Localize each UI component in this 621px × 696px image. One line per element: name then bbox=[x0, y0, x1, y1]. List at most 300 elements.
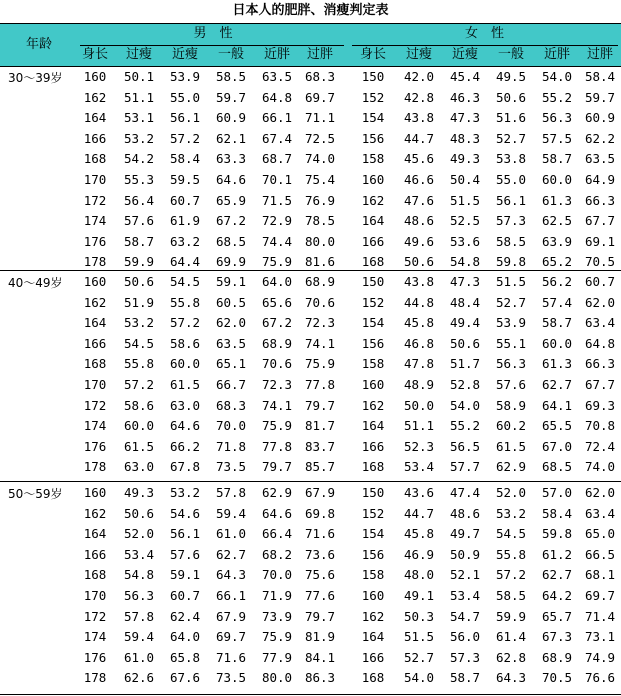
male-cell: 68.7 bbox=[261, 151, 293, 167]
male-cell: 61.5 bbox=[169, 377, 201, 392]
female-cell: 59.9 bbox=[495, 608, 527, 624]
male-cell: 72.3 bbox=[261, 377, 293, 392]
male-cell: 160 bbox=[83, 274, 107, 289]
female-cell: 58.5 bbox=[495, 588, 527, 603]
female-cell: 45.4 bbox=[449, 69, 481, 84]
female-cell: 162 bbox=[361, 192, 385, 208]
male-cell: 63.5 bbox=[261, 69, 293, 84]
female-col-header: 一般 bbox=[497, 47, 524, 62]
male-cell: 60.7 bbox=[169, 588, 201, 603]
table-header bbox=[0, 24, 621, 66]
female-cell: 70.8 bbox=[584, 418, 616, 434]
female-cell: 58.7 bbox=[541, 151, 573, 167]
female-cell: 52.1 bbox=[449, 567, 481, 583]
female-cell: 53.9 bbox=[495, 315, 527, 331]
male-cell: 62.6 bbox=[123, 670, 155, 686]
male-cell: 162 bbox=[83, 294, 107, 310]
female-cell: 64.1 bbox=[541, 397, 573, 413]
male-cell: 75.4 bbox=[304, 172, 336, 187]
female-cell: 57.3 bbox=[449, 649, 481, 665]
female-cell: 44.7 bbox=[403, 505, 435, 521]
male-cell: 51.1 bbox=[123, 89, 155, 105]
male-cell: 73.5 bbox=[215, 670, 247, 686]
female-cell: 61.3 bbox=[541, 192, 573, 208]
female-cell: 49.6 bbox=[403, 233, 435, 249]
male-cell: 61.0 bbox=[215, 526, 247, 542]
male-cell: 69.8 bbox=[304, 505, 336, 521]
table-row bbox=[0, 565, 621, 586]
female-cell: 47.3 bbox=[449, 274, 481, 289]
male-cell: 53.2 bbox=[123, 130, 155, 146]
female-cell: 67.7 bbox=[584, 213, 616, 229]
female-group-header: 女 性 bbox=[464, 26, 504, 41]
female-cell: 62.7 bbox=[541, 377, 573, 392]
table-row bbox=[0, 607, 621, 628]
male-cell: 57.8 bbox=[123, 608, 155, 624]
male-cell: 66.7 bbox=[215, 377, 247, 392]
male-cell: 176 bbox=[83, 233, 107, 249]
male-cell: 162 bbox=[83, 505, 107, 521]
female-cell: 62.2 bbox=[584, 130, 616, 146]
female-cell: 56.2 bbox=[541, 274, 573, 289]
female-cell: 65.0 bbox=[584, 526, 616, 542]
male-cell: 67.2 bbox=[261, 315, 293, 331]
female-cell: 67.7 bbox=[584, 377, 616, 392]
female-cell: 45.8 bbox=[403, 526, 435, 542]
male-cell: 80.0 bbox=[304, 233, 336, 249]
female-cell: 54.0 bbox=[541, 69, 573, 84]
male-cell: 72.5 bbox=[304, 130, 336, 146]
female-cell: 74.9 bbox=[584, 649, 616, 665]
female-cell: 49.5 bbox=[495, 69, 527, 84]
male-cell: 176 bbox=[83, 649, 107, 665]
male-cell: 60.5 bbox=[215, 294, 247, 310]
female-cell: 160 bbox=[361, 172, 385, 187]
male-cell: 57.2 bbox=[169, 315, 201, 331]
female-cell: 152 bbox=[361, 505, 385, 521]
female-cell: 52.7 bbox=[495, 130, 527, 146]
male-cell: 176 bbox=[83, 438, 107, 454]
female-cell: 168 bbox=[361, 459, 385, 475]
female-cell: 76.6 bbox=[584, 670, 616, 686]
male-cell: 58.7 bbox=[123, 233, 155, 249]
male-cell: 67.2 bbox=[215, 213, 247, 229]
table-row bbox=[0, 313, 621, 334]
male-cell: 58.6 bbox=[123, 397, 155, 413]
table-row bbox=[0, 416, 621, 437]
male-cell: 73.6 bbox=[304, 546, 336, 562]
male-cell: 59.9 bbox=[123, 254, 155, 270]
female-cell: 65.5 bbox=[541, 418, 573, 434]
female-cell: 63.4 bbox=[584, 315, 616, 331]
male-cell: 64.6 bbox=[261, 505, 293, 521]
male-cell: 55.3 bbox=[123, 172, 155, 187]
female-cell: 50.3 bbox=[403, 608, 435, 624]
male-cell: 174 bbox=[83, 213, 107, 229]
female-cell: 69.3 bbox=[584, 397, 616, 413]
male-cell: 57.2 bbox=[169, 130, 201, 146]
male-cell: 73.5 bbox=[215, 459, 247, 475]
table-row bbox=[0, 67, 621, 88]
table-row bbox=[0, 334, 621, 355]
female-cell: 50.6 bbox=[449, 335, 481, 351]
female-cell: 55.2 bbox=[541, 89, 573, 105]
table-row bbox=[0, 170, 621, 191]
female-cell: 150 bbox=[361, 274, 385, 289]
female-cell: 63.9 bbox=[541, 233, 573, 249]
table-row bbox=[0, 524, 621, 545]
male-cell: 81.6 bbox=[304, 254, 336, 270]
male-cell: 63.3 bbox=[215, 151, 247, 167]
male-cell: 168 bbox=[83, 151, 107, 167]
female-cell: 49.1 bbox=[403, 588, 435, 603]
female-cell: 46.8 bbox=[403, 335, 435, 351]
male-cell: 79.7 bbox=[304, 608, 336, 624]
female-cell: 55.2 bbox=[449, 418, 481, 434]
female-cell: 164 bbox=[361, 629, 385, 645]
male-cell: 74.1 bbox=[304, 335, 336, 351]
male-cell: 53.9 bbox=[169, 69, 201, 84]
female-cell: 50.6 bbox=[495, 89, 527, 105]
female-cell: 66.3 bbox=[584, 192, 616, 208]
male-cell: 64.6 bbox=[215, 172, 247, 187]
male-col-header: 过胖 bbox=[306, 47, 333, 62]
male-cell: 170 bbox=[83, 172, 107, 187]
female-cell: 72.4 bbox=[584, 438, 616, 454]
female-cell: 50.4 bbox=[449, 172, 481, 187]
male-cell: 168 bbox=[83, 567, 107, 583]
female-col-header: 过胖 bbox=[586, 47, 613, 62]
male-cell: 55.0 bbox=[169, 89, 201, 105]
table-row bbox=[0, 88, 621, 109]
female-cell: 51.5 bbox=[495, 274, 527, 289]
age-group-label: 40～49岁 bbox=[8, 276, 63, 290]
group-divider bbox=[0, 481, 621, 482]
female-cell: 57.2 bbox=[495, 567, 527, 583]
male-cell: 166 bbox=[83, 130, 107, 146]
male-cell: 67.8 bbox=[169, 459, 201, 475]
male-col-header: 近胖 bbox=[263, 47, 290, 62]
male-cell: 50.6 bbox=[123, 274, 155, 289]
female-cell: 66.5 bbox=[584, 546, 616, 562]
female-cell: 61.4 bbox=[495, 629, 527, 645]
male-cell: 66.1 bbox=[215, 588, 247, 603]
male-cell: 56.1 bbox=[169, 110, 201, 126]
female-cell: 54.0 bbox=[403, 670, 435, 686]
male-cell: 50.6 bbox=[123, 505, 155, 521]
male-cell: 166 bbox=[83, 335, 107, 351]
table-row bbox=[0, 627, 621, 648]
male-cell: 77.9 bbox=[261, 649, 293, 665]
female-cell: 160 bbox=[361, 377, 385, 392]
female-cell: 66.3 bbox=[584, 356, 616, 372]
female-cell: 54.8 bbox=[449, 254, 481, 270]
female-cell: 52.0 bbox=[495, 485, 527, 500]
female-cell: 62.9 bbox=[495, 459, 527, 475]
male-cell: 62.4 bbox=[169, 608, 201, 624]
female-cell: 44.7 bbox=[403, 130, 435, 146]
female-cell: 52.7 bbox=[403, 649, 435, 665]
male-cell: 168 bbox=[83, 356, 107, 372]
male-cell: 53.2 bbox=[123, 315, 155, 331]
female-cell: 50.9 bbox=[449, 546, 481, 562]
male-cell: 68.2 bbox=[261, 546, 293, 562]
table-row bbox=[0, 293, 621, 314]
female-cell: 55.8 bbox=[495, 546, 527, 562]
group-divider bbox=[0, 270, 621, 271]
female-cell: 56.3 bbox=[495, 356, 527, 372]
male-cell: 70.6 bbox=[261, 356, 293, 372]
male-cell: 58.4 bbox=[169, 151, 201, 167]
male-cell: 170 bbox=[83, 377, 107, 392]
male-cell: 160 bbox=[83, 485, 107, 500]
table-row bbox=[0, 396, 621, 417]
table-row bbox=[0, 149, 621, 170]
male-cell: 60.0 bbox=[123, 418, 155, 434]
female-cell: 50.6 bbox=[403, 254, 435, 270]
male-cell: 72.9 bbox=[261, 213, 293, 229]
female-cell: 62.0 bbox=[584, 485, 616, 500]
male-col-header: 身长 bbox=[81, 47, 108, 62]
male-cell: 59.5 bbox=[169, 172, 201, 187]
male-cell: 83.7 bbox=[304, 438, 336, 454]
male-cell: 64.8 bbox=[261, 89, 293, 105]
female-cell: 158 bbox=[361, 151, 385, 167]
male-cell: 85.7 bbox=[304, 459, 336, 475]
table-row bbox=[0, 437, 621, 458]
bottom-rule bbox=[0, 694, 621, 695]
female-cell: 63.5 bbox=[584, 151, 616, 167]
male-cell: 74.0 bbox=[304, 151, 336, 167]
female-cell: 48.0 bbox=[403, 567, 435, 583]
female-cell: 73.1 bbox=[584, 629, 616, 645]
female-cell: 53.4 bbox=[403, 459, 435, 475]
male-cell: 70.6 bbox=[304, 294, 336, 310]
female-cell: 47.8 bbox=[403, 356, 435, 372]
female-cell: 59.8 bbox=[495, 254, 527, 270]
male-cell: 75.9 bbox=[261, 418, 293, 434]
female-cell: 57.3 bbox=[495, 213, 527, 229]
male-cell: 66.2 bbox=[169, 438, 201, 454]
female-cell: 68.5 bbox=[541, 459, 573, 475]
female-cell: 64.8 bbox=[584, 335, 616, 351]
male-cell: 57.6 bbox=[169, 546, 201, 562]
male-cell: 61.5 bbox=[123, 438, 155, 454]
female-cell: 52.7 bbox=[495, 294, 527, 310]
male-cell: 64.0 bbox=[261, 274, 293, 289]
male-cell: 64.0 bbox=[169, 629, 201, 645]
female-cell: 56.1 bbox=[495, 192, 527, 208]
female-cell: 154 bbox=[361, 315, 385, 331]
table-row bbox=[0, 586, 621, 607]
male-cell: 56.3 bbox=[123, 588, 155, 603]
female-cell: 53.6 bbox=[449, 233, 481, 249]
table-row bbox=[0, 648, 621, 669]
male-cell: 66.1 bbox=[261, 110, 293, 126]
female-cell: 42.8 bbox=[403, 89, 435, 105]
male-cell: 170 bbox=[83, 588, 107, 603]
male-cell: 75.6 bbox=[304, 567, 336, 583]
male-cell: 172 bbox=[83, 608, 107, 624]
female-cell: 160 bbox=[361, 588, 385, 603]
female-cell: 60.0 bbox=[541, 172, 573, 187]
male-cell: 160 bbox=[83, 69, 107, 84]
male-cell: 81.9 bbox=[304, 629, 336, 645]
female-cell: 51.1 bbox=[403, 418, 435, 434]
male-cell: 74.4 bbox=[261, 233, 293, 249]
male-cell: 64.4 bbox=[169, 254, 201, 270]
male-cell: 70.0 bbox=[215, 418, 247, 434]
male-group-header: 男 性 bbox=[193, 26, 233, 41]
male-cell: 71.5 bbox=[261, 192, 293, 208]
male-cell: 62.9 bbox=[261, 485, 293, 500]
male-cell: 164 bbox=[83, 315, 107, 331]
female-cell: 156 bbox=[361, 130, 385, 146]
table-row bbox=[0, 232, 621, 253]
male-cell: 59.4 bbox=[123, 629, 155, 645]
female-cell: 51.6 bbox=[495, 110, 527, 126]
male-cell: 164 bbox=[83, 110, 107, 126]
male-cell: 67.9 bbox=[215, 608, 247, 624]
male-cell: 64.6 bbox=[169, 418, 201, 434]
female-cell: 58.7 bbox=[541, 315, 573, 331]
female-cell: 54.7 bbox=[449, 608, 481, 624]
female-cell: 52.8 bbox=[449, 377, 481, 392]
female-cell: 58.9 bbox=[495, 397, 527, 413]
age-group-block bbox=[0, 272, 621, 478]
male-cell: 79.7 bbox=[304, 397, 336, 413]
female-cell: 158 bbox=[361, 567, 385, 583]
female-cell: 60.2 bbox=[495, 418, 527, 434]
table-row bbox=[0, 668, 621, 689]
female-col-header: 近胖 bbox=[543, 47, 570, 62]
male-cell: 74.1 bbox=[261, 397, 293, 413]
female-cell: 67.0 bbox=[541, 438, 573, 454]
female-cell: 53.8 bbox=[495, 151, 527, 167]
female-cell: 63.4 bbox=[584, 505, 616, 521]
female-cell: 69.1 bbox=[584, 233, 616, 249]
female-cell: 64.3 bbox=[495, 670, 527, 686]
male-cell: 59.1 bbox=[215, 274, 247, 289]
female-col-header: 过瘦 bbox=[405, 47, 432, 62]
male-cell: 50.1 bbox=[123, 69, 155, 84]
female-cell: 58.5 bbox=[495, 233, 527, 249]
female-cell: 57.7 bbox=[449, 459, 481, 475]
female-cell: 70.5 bbox=[584, 254, 616, 270]
male-col-header: 近瘦 bbox=[171, 47, 198, 62]
female-cell: 164 bbox=[361, 418, 385, 434]
male-cell: 51.9 bbox=[123, 294, 155, 310]
age-group-block bbox=[0, 67, 621, 273]
male-cell: 79.7 bbox=[261, 459, 293, 475]
female-cell: 57.5 bbox=[541, 130, 573, 146]
male-cell: 162 bbox=[83, 89, 107, 105]
female-cell: 156 bbox=[361, 335, 385, 351]
table-row bbox=[0, 191, 621, 212]
female-cell: 70.5 bbox=[541, 670, 573, 686]
male-cell: 73.9 bbox=[261, 608, 293, 624]
age-column-header: 年龄 bbox=[25, 37, 52, 52]
male-col-header: 一般 bbox=[217, 47, 244, 62]
male-cell: 57.6 bbox=[123, 213, 155, 229]
male-cell: 58.6 bbox=[169, 335, 201, 351]
male-cell: 68.9 bbox=[261, 335, 293, 351]
male-cell: 178 bbox=[83, 254, 107, 270]
female-cell: 51.5 bbox=[449, 192, 481, 208]
female-cell: 62.5 bbox=[541, 213, 573, 229]
male-cell: 65.8 bbox=[169, 649, 201, 665]
female-cell: 47.4 bbox=[449, 485, 481, 500]
female-cell: 162 bbox=[361, 608, 385, 624]
female-cell: 49.3 bbox=[449, 151, 481, 167]
male-cell: 54.5 bbox=[169, 274, 201, 289]
female-cell: 166 bbox=[361, 233, 385, 249]
female-cell: 68.1 bbox=[584, 567, 616, 583]
male-cell: 54.2 bbox=[123, 151, 155, 167]
male-col-header: 过瘦 bbox=[125, 47, 152, 62]
male-cell: 54.6 bbox=[169, 505, 201, 521]
female-cell: 47.6 bbox=[403, 192, 435, 208]
table-row bbox=[0, 483, 621, 504]
table-row bbox=[0, 545, 621, 566]
female-cell: 150 bbox=[361, 69, 385, 84]
male-cell: 49.3 bbox=[123, 485, 155, 500]
female-cell: 49.4 bbox=[449, 315, 481, 331]
female-cell: 61.5 bbox=[495, 438, 527, 454]
female-cell: 53.4 bbox=[449, 588, 481, 603]
male-cell: 65.6 bbox=[261, 294, 293, 310]
female-cell: 57.6 bbox=[495, 377, 527, 392]
female-cell: 55.1 bbox=[495, 335, 527, 351]
female-cell: 60.7 bbox=[584, 274, 616, 289]
female-col-header: 近瘦 bbox=[451, 47, 478, 62]
female-cell: 56.0 bbox=[449, 629, 481, 645]
female-cell: 152 bbox=[361, 294, 385, 310]
female-cell: 158 bbox=[361, 356, 385, 372]
female-cell: 47.3 bbox=[449, 110, 481, 126]
male-cell: 67.4 bbox=[261, 130, 293, 146]
male-cell: 60.9 bbox=[215, 110, 247, 126]
male-cell: 65.1 bbox=[215, 356, 247, 372]
male-cell: 58.5 bbox=[215, 69, 247, 84]
male-cell: 59.1 bbox=[169, 567, 201, 583]
male-cell: 178 bbox=[83, 670, 107, 686]
male-cell: 71.8 bbox=[215, 438, 247, 454]
male-cell: 75.9 bbox=[261, 629, 293, 645]
female-cell: 57.0 bbox=[541, 485, 573, 500]
female-cell: 51.7 bbox=[449, 356, 481, 372]
female-cell: 166 bbox=[361, 649, 385, 665]
female-cell: 52.3 bbox=[403, 438, 435, 454]
female-cell: 62.8 bbox=[495, 649, 527, 665]
male-cell: 63.2 bbox=[169, 233, 201, 249]
male-cell: 69.7 bbox=[304, 89, 336, 105]
male-cell: 69.9 bbox=[215, 254, 247, 270]
table-row bbox=[0, 211, 621, 232]
table-title: 日本人的肥胖、消瘦判定表 bbox=[232, 3, 389, 18]
male-cell: 71.1 bbox=[304, 110, 336, 126]
male-cell: 55.8 bbox=[123, 356, 155, 372]
female-cell: 48.3 bbox=[449, 130, 481, 146]
female-cell: 58.4 bbox=[584, 69, 616, 84]
male-cell: 53.1 bbox=[123, 110, 155, 126]
male-cell: 75.9 bbox=[304, 356, 336, 372]
female-cell: 48.6 bbox=[449, 505, 481, 521]
female-cell: 53.2 bbox=[495, 505, 527, 521]
table-row bbox=[0, 108, 621, 129]
female-cell: 67.3 bbox=[541, 629, 573, 645]
male-cell: 63.0 bbox=[169, 397, 201, 413]
